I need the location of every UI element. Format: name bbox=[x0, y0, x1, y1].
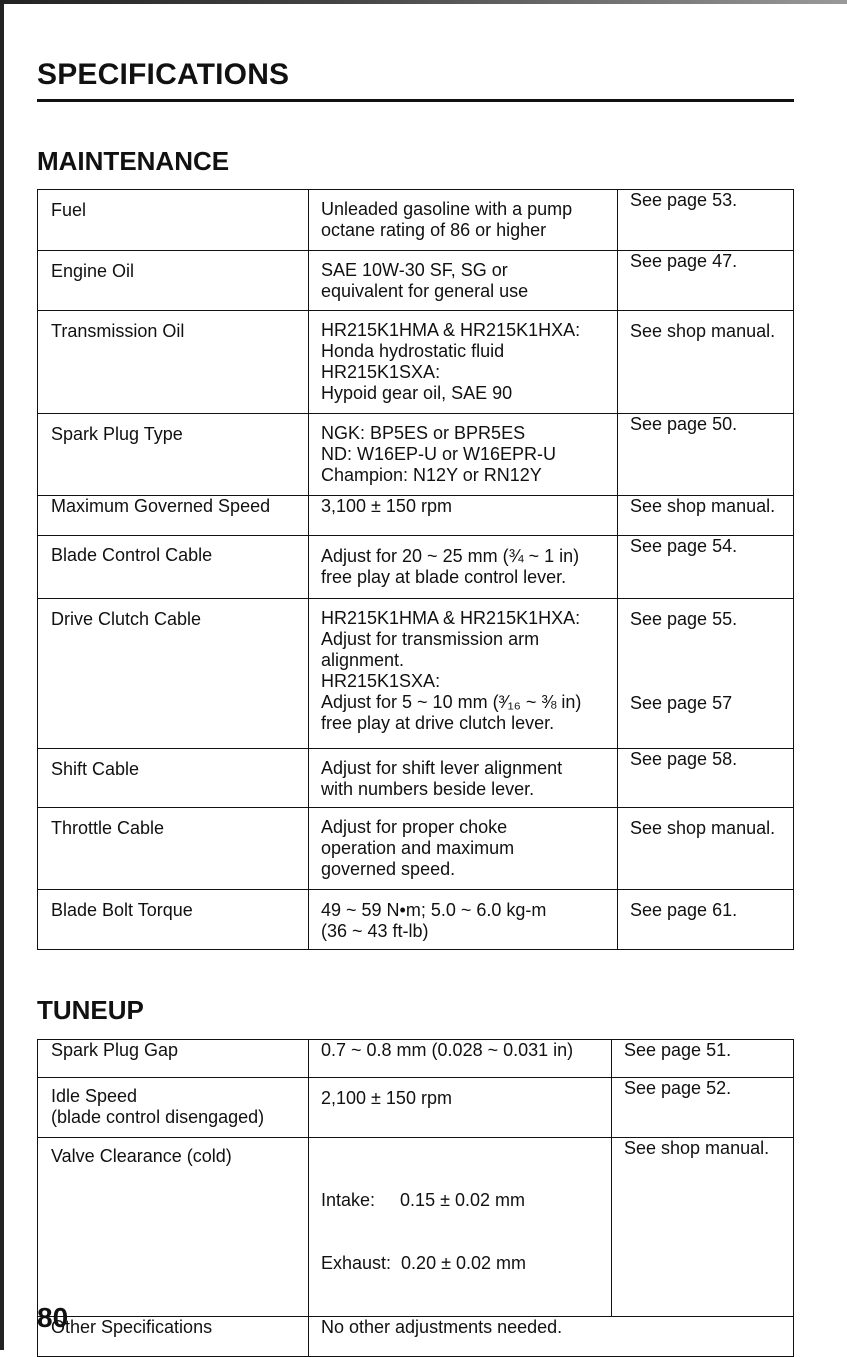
table-row bbox=[38, 1317, 794, 1357]
spec-value: HR215K1HMA & HR215K1HXA: Adjust for transmission arm alignment. HR215K1SXA: Adjust for 5 ~ 10 mm (³⁄₁₆ ~ ⅜ in) free play at drive clutch lever. bbox=[309, 599, 618, 749]
page-reference: See page 50. bbox=[618, 414, 794, 496]
spec-value: Adjust for 20 ~ 25 mm (¾ ~ 1 in) free play at blade control lever. bbox=[309, 536, 618, 599]
page-reference: See page 55. See page 57 bbox=[618, 599, 794, 749]
spec-value: SAE 10W-30 SF, SG or equivalent for general use bbox=[309, 251, 618, 311]
spec-value: HR215K1HMA & HR215K1HXA: Honda hydrostatic fluid HR215K1SXA: Hypoid gear oil, SAE 90 bbox=[309, 311, 618, 414]
table-row bbox=[38, 1078, 794, 1138]
page-reference: See shop manual. bbox=[612, 1138, 794, 1317]
spec-value: Adjust for proper choke operation and maximum governed speed. bbox=[309, 808, 618, 890]
spec-value: 3,100 ± 150 rpm bbox=[309, 496, 618, 536]
item-label: Transmission Oil bbox=[38, 311, 309, 414]
spec-value: Intake: 0.15 ± 0.02 mm Exhaust: 0.20 ± 0.02 mm bbox=[309, 1138, 612, 1317]
page-reference: See page 53. bbox=[618, 190, 794, 251]
tuneup-heading: TUNEUP bbox=[37, 995, 144, 1025]
table-row bbox=[38, 890, 794, 950]
spec-value: NGK: BP5ES or BPR5ES ND: W16EP-U or W16EPR-U Champion: N12Y or RN12Y bbox=[309, 414, 618, 496]
page-reference: See shop manual. bbox=[618, 311, 794, 414]
maintenance-table bbox=[37, 189, 794, 950]
table-row bbox=[38, 251, 794, 311]
table-row bbox=[38, 1138, 794, 1317]
page-reference: See page 47. bbox=[618, 251, 794, 311]
item-label: Shift Cable bbox=[38, 749, 309, 808]
item-label: Spark Plug Type bbox=[38, 414, 309, 496]
item-label: Maximum Governed Speed bbox=[38, 496, 309, 536]
table-row bbox=[38, 1040, 794, 1078]
table-row bbox=[38, 536, 794, 599]
page-number: 80 bbox=[37, 1302, 69, 1333]
page-reference: See page 58. bbox=[618, 749, 794, 808]
page-reference: See page 61. bbox=[618, 890, 794, 950]
tuneup-table bbox=[37, 1039, 794, 1357]
item-label: Other Specifications bbox=[38, 1317, 309, 1357]
spec-value: 49 ~ 59 N•m; 5.0 ~ 6.0 kg-m (36 ~ 43 ft-lb) bbox=[309, 890, 618, 950]
spec-value: Adjust for shift lever alignment with numbers beside lever. bbox=[309, 749, 618, 808]
table-row bbox=[38, 414, 794, 496]
spec-value: Unleaded gasoline with a pump octane rating of 86 or higher bbox=[309, 190, 618, 251]
maintenance-heading: MAINTENANCE bbox=[37, 146, 230, 176]
table-row bbox=[38, 599, 794, 749]
spec-value: 2,100 ± 150 rpm bbox=[309, 1078, 612, 1138]
item-label: Valve Clearance (cold) bbox=[38, 1138, 309, 1317]
item-label: Spark Plug Gap bbox=[38, 1040, 309, 1078]
page-reference: See shop manual. bbox=[618, 496, 794, 536]
item-label: Drive Clutch Cable bbox=[38, 599, 309, 749]
table-row bbox=[38, 808, 794, 890]
page-reference: See page 54. bbox=[618, 536, 794, 599]
page-edge bbox=[0, 0, 4, 1350]
table-row bbox=[38, 749, 794, 808]
item-label: Blade Bolt Torque bbox=[38, 890, 309, 950]
spec-value: No other adjustments needed. bbox=[309, 1317, 794, 1357]
item-label: Throttle Cable bbox=[38, 808, 309, 890]
page-reference: See shop manual. bbox=[618, 808, 794, 890]
item-label: Blade Control Cable bbox=[38, 536, 309, 599]
page-reference: See page 52. bbox=[612, 1078, 794, 1138]
table-row bbox=[38, 311, 794, 414]
item-label: Fuel bbox=[38, 190, 309, 251]
item-label: Idle Speed (blade control disengaged) bbox=[38, 1078, 309, 1138]
page-reference: See page 51. bbox=[612, 1040, 794, 1078]
page-title: SPECIFICATIONS bbox=[37, 58, 290, 91]
page-edge-top bbox=[0, 0, 847, 4]
spec-value: 0.7 ~ 0.8 mm (0.028 ~ 0.031 in) bbox=[309, 1040, 612, 1078]
table-row bbox=[38, 190, 794, 251]
item-label: Engine Oil bbox=[38, 251, 309, 311]
table-row bbox=[38, 496, 794, 536]
title-rule bbox=[37, 99, 794, 102]
